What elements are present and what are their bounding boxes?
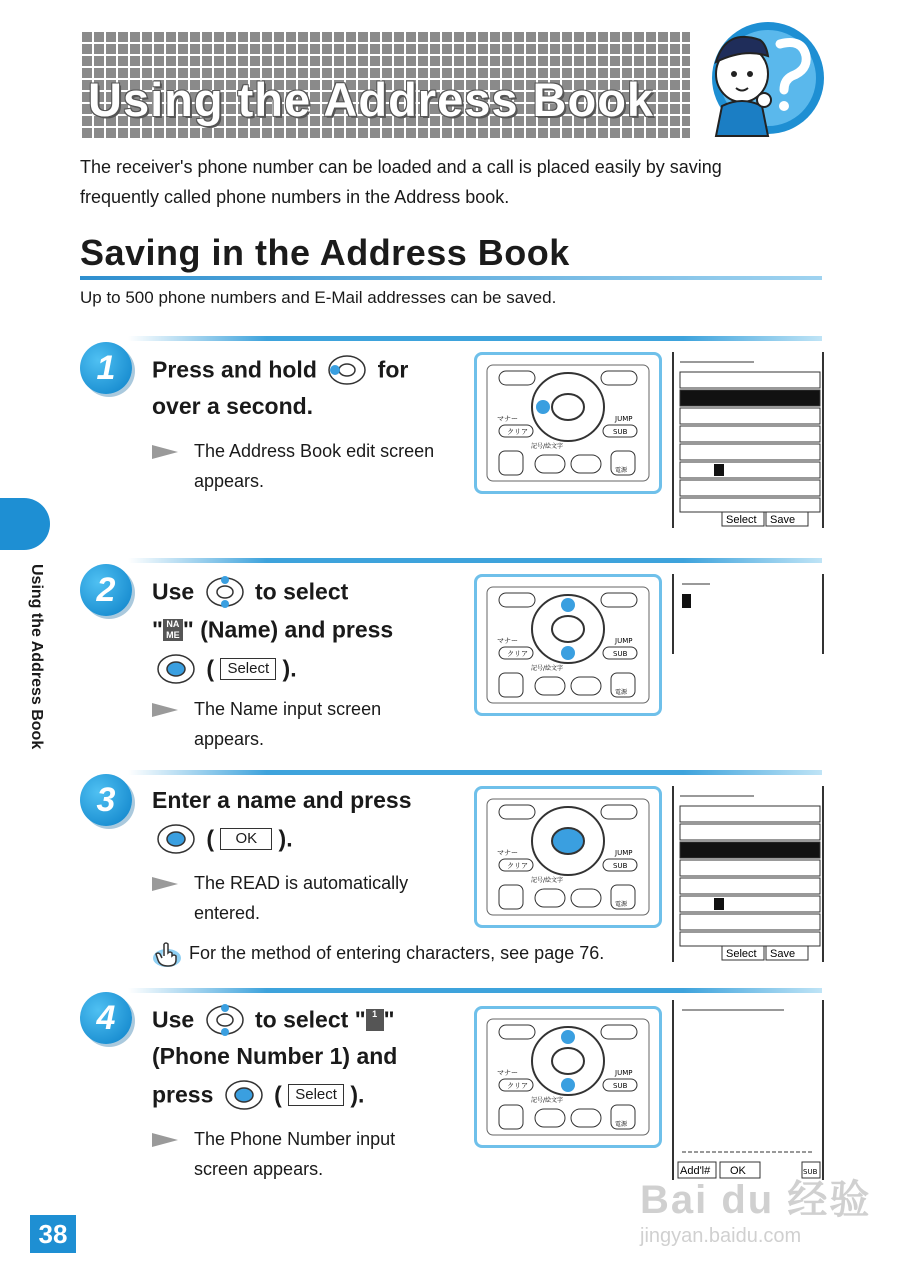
svg-text:Select: Select <box>726 948 757 960</box>
name-field-icon: NA ME <box>163 619 183 641</box>
step-result: The READ is automatically entered. <box>152 868 408 928</box>
svg-text:JUMP: JUMP <box>615 637 633 645</box>
mascot-icon <box>702 14 827 139</box>
svg-text:OK: OK <box>730 1165 746 1177</box>
arrow-icon <box>152 703 178 717</box>
section-subtitle: Up to 500 phone numbers and E-Mail addresses can be saved. <box>80 288 557 307</box>
center-key-icon <box>156 823 196 855</box>
svg-text:マナー: マナー <box>497 849 518 857</box>
step-number: 3 <box>80 774 132 826</box>
step-number: 4 <box>80 992 132 1044</box>
svg-text:クリア: クリア <box>507 428 528 436</box>
svg-text:記号/絵文字: 記号/絵文字 <box>531 1097 564 1104</box>
svg-text:クリア: クリア <box>507 650 528 658</box>
svg-text:記号/絵文字: 記号/絵文字 <box>531 443 564 450</box>
watermark: Bai du 经验 jingyan.baidu.com <box>640 1178 872 1247</box>
phone-screen-edit-filled <box>672 786 824 962</box>
phone-screen-edit <box>672 352 824 528</box>
nav-key-icon <box>205 1004 245 1036</box>
svg-text:マナー: マナー <box>497 637 518 645</box>
svg-text:電源: 電源 <box>615 1121 628 1128</box>
ok-softkey-label: OK <box>220 828 272 850</box>
svg-text:Add'l#: Add'l# <box>680 1165 711 1177</box>
svg-text:SUB: SUB <box>613 428 628 436</box>
step-divider <box>128 988 822 993</box>
step-number: 1 <box>80 342 132 394</box>
keypad-illustration <box>474 1006 662 1148</box>
svg-text:JUMP: JUMP <box>615 415 633 423</box>
center-key-icon <box>224 1079 264 1111</box>
svg-text:電源: 電源 <box>615 689 628 696</box>
phone-screen-name <box>672 574 824 654</box>
step-divider <box>128 558 822 563</box>
svg-text:クリア: クリア <box>507 1082 528 1090</box>
step-divider <box>128 770 822 775</box>
intro-line: The receiver's phone number can be loaded and a call is placed easily by saving <box>80 157 722 177</box>
svg-text:Select: Select <box>726 514 757 526</box>
pointing-hand-icon <box>151 940 183 968</box>
step-divider <box>128 336 822 341</box>
arrow-icon <box>152 445 178 459</box>
arrow-icon <box>152 877 178 891</box>
svg-text:電源: 電源 <box>615 467 628 474</box>
note: For the method of entering characters, see page 76. <box>155 940 604 968</box>
select-softkey-label: Select <box>288 1084 344 1106</box>
step-result: The Phone Number input screen appears. <box>152 1124 395 1184</box>
section-title: Saving in the Address Book <box>80 232 570 273</box>
step-instruction: Use to select " 1 " (Phone Number 1) and press ( Select ). <box>152 1000 397 1114</box>
keypad-illustration <box>474 574 662 716</box>
svg-text:JUMP: JUMP <box>615 1069 633 1077</box>
step-instruction: Press and hold for over a second. <box>152 350 408 425</box>
svg-text:SUB: SUB <box>613 862 628 870</box>
intro-line: frequently called phone numbers in the Address book. <box>80 187 510 207</box>
svg-text:SUB: SUB <box>613 1082 628 1090</box>
intro-text <box>80 152 800 212</box>
select-softkey-label: Select <box>220 658 276 680</box>
svg-text:記号/絵文字: 記号/絵文字 <box>531 877 564 884</box>
center-key-icon <box>156 653 196 685</box>
step-number: 2 <box>80 564 132 616</box>
svg-text:マナー: マナー <box>497 1069 518 1077</box>
step-instruction: Enter a name and press ( OK ). <box>152 782 412 857</box>
svg-text:記号/絵文字: 記号/絵文字 <box>531 665 564 672</box>
step-result: The Address Book edit screen appears. <box>152 436 434 496</box>
svg-text:SUB: SUB <box>803 1168 818 1176</box>
step-instruction: Use to select " NA ME " (Name) and press ( Select ). <box>152 572 393 687</box>
section-rule <box>80 276 822 280</box>
svg-text:Save: Save <box>770 514 796 526</box>
svg-text:SUB: SUB <box>613 650 628 658</box>
phone-screen-number <box>672 1000 824 1180</box>
keypad-illustration <box>474 352 662 494</box>
step-result: The Name input screen appears. <box>152 694 381 754</box>
sidebar-tab <box>0 498 50 550</box>
nav-key-icon <box>205 576 245 608</box>
page-number: 38 <box>30 1215 76 1253</box>
page-title: Using the Address Book <box>88 73 655 126</box>
svg-text:JUMP: JUMP <box>615 849 633 857</box>
svg-text:クリア: クリア <box>507 862 528 870</box>
keypad-illustration <box>474 786 662 928</box>
sidebar-label: Using the Address Book <box>28 564 45 750</box>
svg-text:Save: Save <box>770 948 796 960</box>
phone-number-field-icon: 1 <box>366 1009 384 1031</box>
arrow-icon <box>152 1133 178 1147</box>
svg-text:電源: 電源 <box>615 901 628 908</box>
svg-text:マナー: マナー <box>497 415 518 423</box>
nav-key-icon <box>327 354 367 386</box>
